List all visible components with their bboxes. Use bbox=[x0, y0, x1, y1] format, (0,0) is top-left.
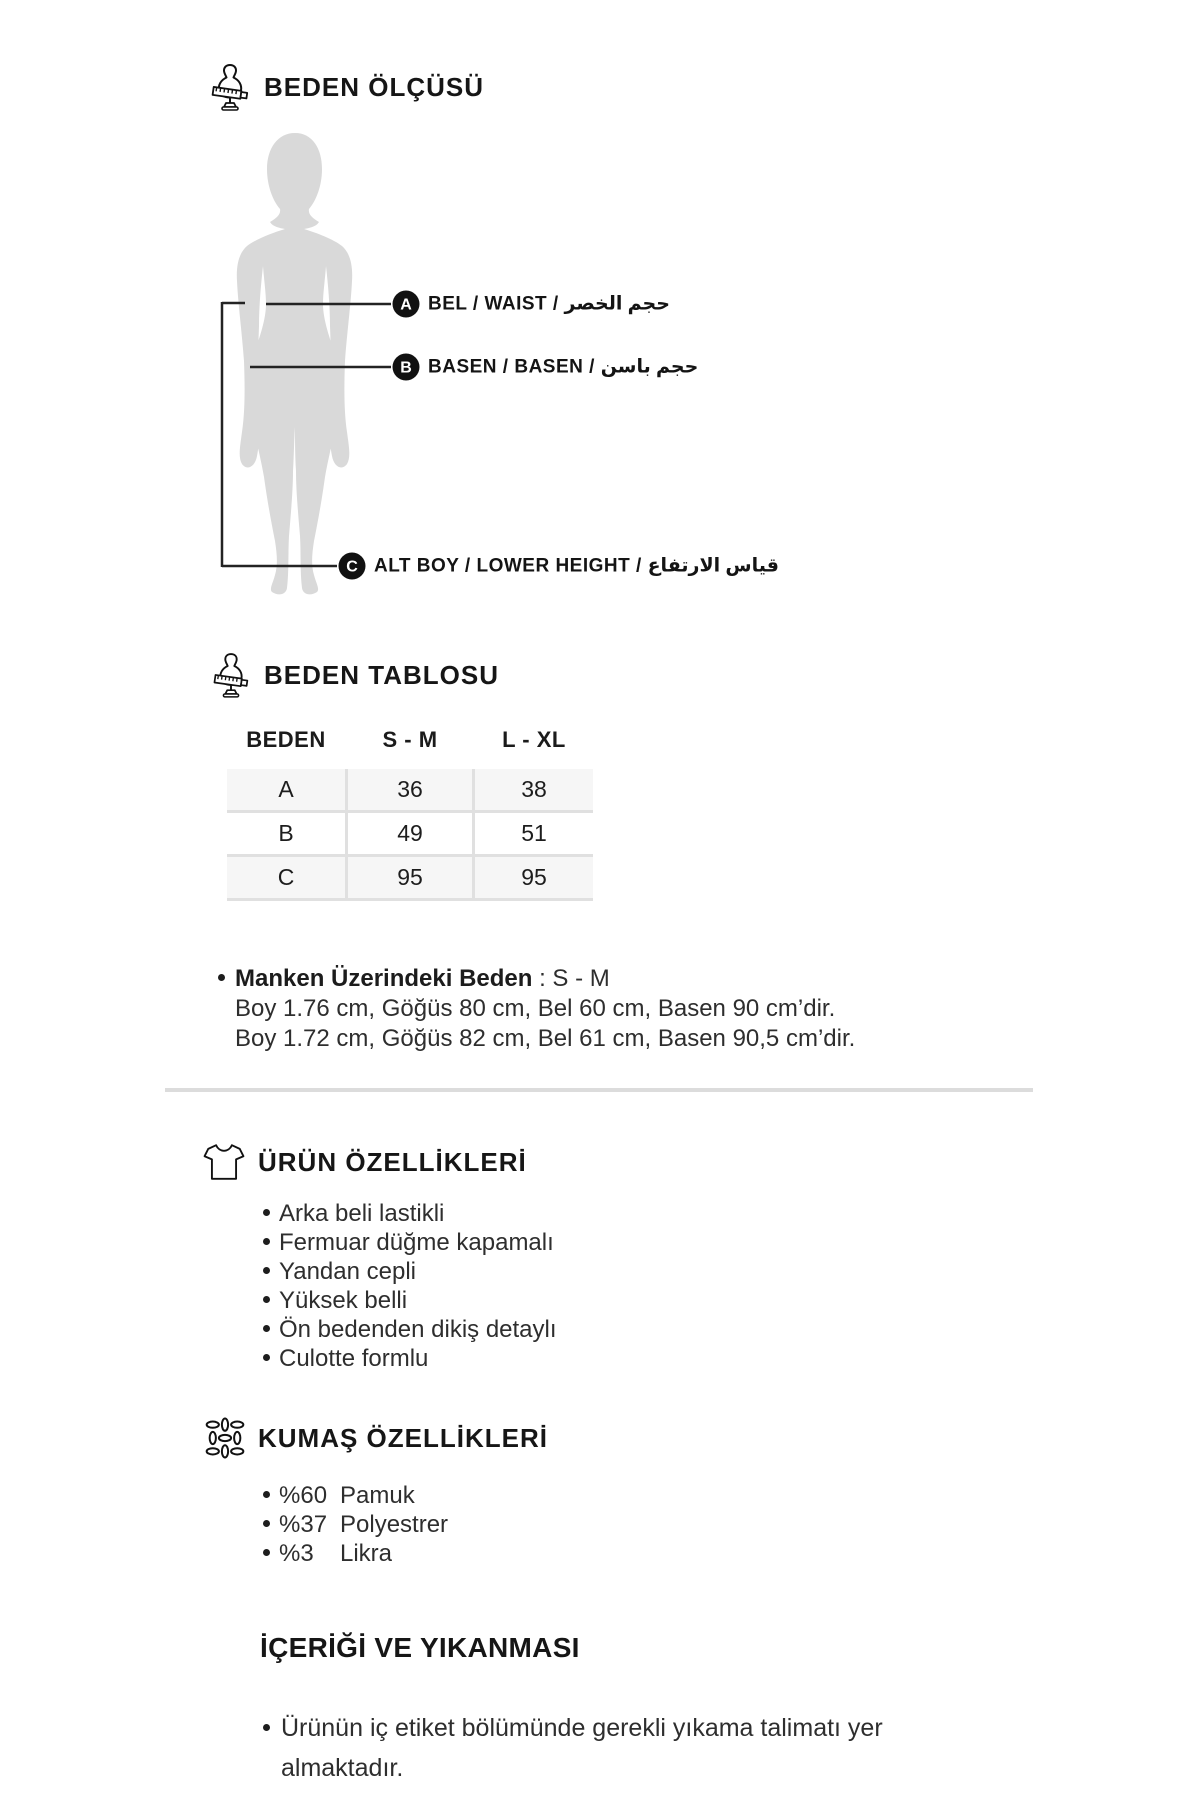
model-measurements-2: Boy 1.72 cm, Göğüs 82 cm, Bel 61 cm, Basen 90,5 cm’dir. bbox=[235, 1025, 856, 1052]
feature-item: Yandan cepli bbox=[263, 1257, 557, 1286]
section-divider bbox=[165, 1088, 1033, 1092]
size-table bbox=[227, 727, 593, 901]
label-lower-height: ALT BOY / LOWER HEIGHT / قياس الارتفاع bbox=[374, 555, 779, 577]
feature-item: Culotte formlu bbox=[263, 1344, 557, 1373]
dress-form-icon bbox=[212, 651, 250, 699]
model-size-label: Manken Üzerindeki Beden bbox=[235, 965, 533, 992]
bullet-dot bbox=[263, 1238, 270, 1245]
table-row-b-lxl: 51 bbox=[475, 813, 593, 854]
bullet-dot bbox=[263, 1354, 270, 1361]
size-table-title: BEDEN TABLOSU bbox=[264, 659, 499, 690]
size-measure-title: BEDEN ÖLÇÜSÜ bbox=[264, 71, 485, 102]
model-size-info bbox=[218, 964, 855, 1054]
bullet-dot bbox=[263, 1724, 270, 1731]
bullet-dot bbox=[263, 1296, 270, 1303]
bullet-dot bbox=[263, 1491, 270, 1498]
model-size-value: : S - M bbox=[532, 965, 610, 992]
model-size-line bbox=[218, 964, 855, 994]
table-row-c-lxl: 95 bbox=[475, 857, 593, 898]
fabric-item: %60 Pamuk bbox=[263, 1481, 448, 1510]
table-row-a-lxl: 38 bbox=[475, 769, 593, 810]
label-basen: BASEN / BASEN / حجم باسن bbox=[428, 356, 699, 378]
tshirt-icon bbox=[203, 1142, 245, 1182]
model-measurements-1: Boy 1.76 cm, Göğüs 80 cm, Bel 60 cm, Basen 90 cm’dir. bbox=[235, 995, 836, 1022]
table-row-a-key: A bbox=[227, 769, 345, 810]
table-row-c-sm: 95 bbox=[348, 857, 472, 898]
care-note bbox=[263, 1708, 935, 1788]
product-features-header bbox=[203, 1140, 527, 1184]
bullet-dot bbox=[263, 1209, 270, 1216]
body-measurement-diagram bbox=[0, 0, 1100, 640]
bullet-dot bbox=[263, 1549, 270, 1556]
fabric-item: %37 Polyestrer bbox=[263, 1510, 448, 1539]
size-table-head bbox=[227, 727, 593, 753]
care-note-text: Ürünün iç etiket bölümünde gerekli yıkama talimatı yer almaktadır. bbox=[281, 1714, 883, 1782]
badge-a: A bbox=[400, 296, 412, 314]
table-row-b-key: B bbox=[227, 813, 345, 854]
bullet-dot bbox=[218, 974, 225, 981]
label-waist: BEL / WAIST / حجم الخصر bbox=[428, 293, 670, 315]
feature-item: Yüksek belli bbox=[263, 1286, 557, 1315]
bullet-dot bbox=[263, 1325, 270, 1332]
col-header-sm: S - M bbox=[382, 727, 438, 752]
fabric-features-list bbox=[263, 1481, 448, 1568]
feature-item: Ön bedenden dikiş detaylı bbox=[263, 1315, 557, 1344]
measurement-badges bbox=[339, 291, 420, 580]
table-row-a-sm: 36 bbox=[348, 769, 472, 810]
table-row-c-key: C bbox=[227, 857, 345, 898]
col-header-beden: BEDEN bbox=[246, 727, 326, 752]
bullet-dot bbox=[263, 1267, 270, 1274]
product-features-title: ÜRÜN ÖZELLİKLERİ bbox=[258, 1146, 527, 1177]
fabric-item: %3 Likra bbox=[263, 1539, 448, 1568]
feature-item: Fermuar düğme kapamalı bbox=[263, 1228, 557, 1257]
bullet-dot bbox=[263, 1520, 270, 1527]
fabric-features-title: KUMAŞ ÖZELLİKLERİ bbox=[258, 1422, 548, 1453]
fabric-weave-icon bbox=[205, 1416, 245, 1460]
female-silhouette bbox=[237, 133, 352, 594]
col-header-lxl: L - XL bbox=[502, 727, 566, 752]
table-row-b-sm: 49 bbox=[348, 813, 472, 854]
badge-c: C bbox=[346, 558, 358, 576]
care-title: İÇERİĞİ VE YIKANMASI bbox=[260, 1632, 580, 1663]
badge-b: B bbox=[400, 359, 412, 377]
size-table-body bbox=[227, 769, 593, 901]
fabric-features-header bbox=[205, 1414, 548, 1462]
product-features-list bbox=[263, 1199, 557, 1373]
size-table-header bbox=[212, 650, 499, 700]
feature-item: Arka beli lastikli bbox=[263, 1199, 557, 1228]
